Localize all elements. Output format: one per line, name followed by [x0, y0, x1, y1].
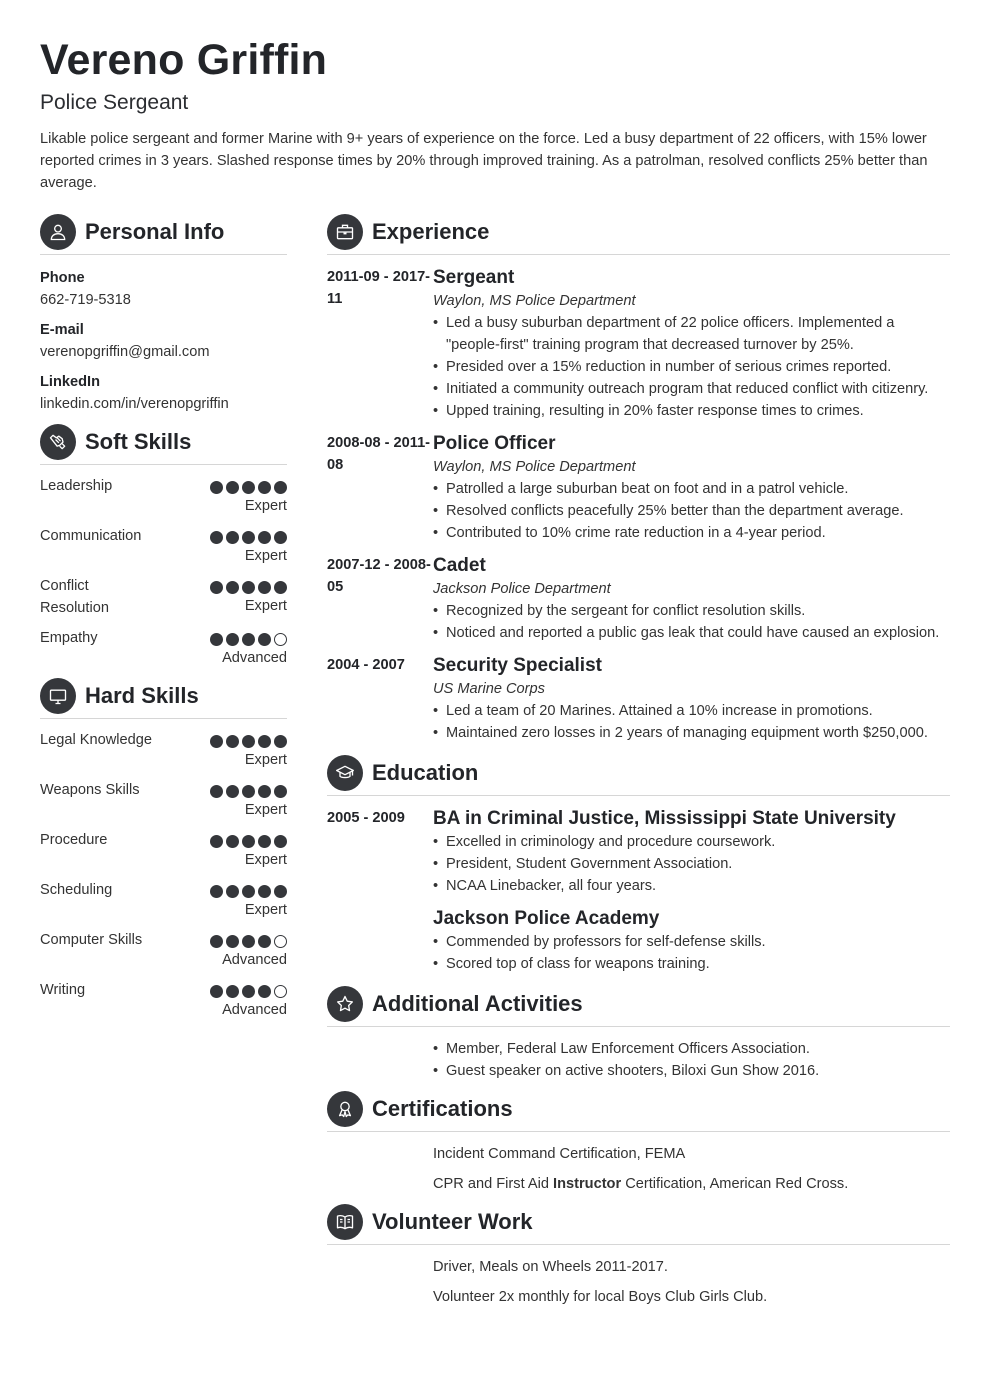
skill-rating: [210, 929, 287, 971]
skill-level: Expert: [244, 598, 287, 614]
skill-name: Weapons Skills: [40, 782, 140, 798]
book-icon: [327, 1204, 363, 1240]
rating-dot-filled: [226, 633, 239, 646]
skill-rating: [210, 525, 287, 567]
rating-dot-filled: [210, 633, 223, 646]
bullet-item: • Member, Federal Law Enforcement Officers Association.: [433, 1038, 950, 1060]
section-title: Volunteer Work: [372, 1208, 533, 1234]
skill-name: Computer Skills: [40, 932, 143, 948]
skill-name: Conflict Resolution: [40, 578, 109, 616]
skill-row: [40, 525, 287, 567]
academy-bullets: [433, 931, 950, 975]
skill-level: Expert: [244, 752, 287, 768]
rating-dot-filled: [274, 531, 287, 544]
personal-info-value: verenopgriffin@gmail.com: [40, 344, 210, 360]
employer: US Marine Corps: [433, 681, 545, 697]
skill-level: Advanced: [222, 1002, 287, 1018]
bullet-item: • Guest speaker on active shooters, Biloxi Gun Show 2016.: [433, 1060, 950, 1082]
rating-dot-filled: [274, 785, 287, 798]
experience-body: [433, 266, 950, 422]
rating-dots: [210, 885, 287, 898]
rating-dot-filled: [242, 835, 255, 848]
section-title: Experience: [372, 218, 490, 244]
left-column: [40, 213, 287, 1029]
experience-list: [327, 266, 950, 744]
degree-title: BA in Criminal Justice, Mississippi State University: [433, 808, 896, 829]
rating-dots: [210, 735, 287, 748]
activities-bullets: [433, 1038, 950, 1082]
rating-dots: [210, 785, 287, 798]
skill-rating: [210, 627, 287, 669]
job-title: Security Specialist: [433, 655, 602, 676]
hard-skills-section: [40, 677, 287, 1021]
skill-row: [40, 475, 287, 517]
candidate-title: Police Sergeant: [40, 91, 189, 114]
bullet-item: • Commended by professors for self-defense skills.: [433, 931, 950, 953]
experience-body: [433, 554, 950, 644]
academy-entry: [433, 907, 950, 975]
soft-skills-list: [40, 475, 287, 669]
rating-dot-filled: [274, 835, 287, 848]
bullet-item: • Noticed and reported a public gas leak that could have caused an explosion.: [433, 622, 950, 644]
skill-rating: [210, 879, 287, 921]
employer: Waylon, MS Police Department: [433, 459, 636, 475]
bullet-item: • Initiated a community outreach program that reduced conflict with citizenry.: [433, 378, 950, 400]
rating-dot-filled: [210, 885, 223, 898]
rating-dot-filled: [210, 835, 223, 848]
skill-rating: [210, 475, 287, 517]
star-icon: [327, 986, 363, 1022]
summary-text: Likable police sergeant and former Marine with 9+ years of experience on the force. Led a busy department of 22 officers, with 15% lower reported crimes in 3 years. Slashed response times by 20% through improved training. As a patrolman, resolved conflicts 25% better than average.: [40, 131, 928, 191]
rating-dot-filled: [226, 481, 239, 494]
rating-dot-filled: [242, 935, 255, 948]
job-bullets: [433, 600, 950, 644]
section-header: [327, 985, 950, 1027]
personal-info-item: [40, 267, 287, 311]
education-body: [433, 807, 950, 975]
education-section: [327, 754, 950, 975]
rating-dot-filled: [274, 481, 287, 494]
skill-rating: [210, 729, 287, 771]
rating-dot-filled: [258, 785, 271, 798]
rating-dot-filled: [226, 531, 239, 544]
volunteer-section: [327, 1203, 950, 1308]
experience-section: [327, 213, 950, 744]
graduation-cap-icon: [327, 755, 363, 791]
certification-emphasis: Instructor: [553, 1176, 622, 1192]
skill-level: Advanced: [222, 650, 287, 666]
experience-date: 2008-08 - 2011-08: [327, 435, 431, 473]
soft-skills-section: [40, 423, 287, 669]
bullet-item: • Upped training, resulting in 20% faster response times to crimes.: [433, 400, 950, 422]
hard-skills-list: [40, 729, 287, 1021]
certifications-section: [327, 1090, 950, 1195]
skill-name: Procedure: [40, 832, 108, 848]
section-header: [40, 213, 287, 255]
personal-info-item: [40, 319, 287, 363]
rating-dots: [210, 835, 287, 848]
rating-dot-filled: [226, 885, 239, 898]
rating-dot-filled: [258, 935, 271, 948]
activities-section: [327, 985, 950, 1082]
bullet-item: • Maintained zero losses in 2 years of managing equipment worth $250,000.: [433, 722, 950, 744]
bullet-item: • Patrolled a large suburban beat on foot and in a patrol vehicle.: [433, 478, 950, 500]
experience-date: 2007-12 - 2008-05: [327, 557, 431, 595]
rating-dot-filled: [242, 531, 255, 544]
education-list: [327, 807, 950, 975]
personal-info-section: [40, 213, 287, 415]
rating-dot-filled: [242, 885, 255, 898]
skill-row: [40, 979, 287, 1021]
bullet-item: • Presided over a 15% reduction in number of serious crimes reported.: [433, 356, 950, 378]
personal-info-value: 662-719-5318: [40, 292, 131, 308]
experience-entry: [327, 554, 950, 644]
skill-name: Communication: [40, 528, 142, 544]
rating-dot-filled: [258, 985, 271, 998]
resume-header: [40, 34, 950, 194]
job-title: Cadet: [433, 555, 486, 576]
experience-date: 2004 - 2007: [327, 657, 405, 673]
section-title: Hard Skills: [85, 682, 199, 708]
rating-dot-filled: [210, 935, 223, 948]
experience-body: [433, 654, 950, 744]
skill-name: Writing: [40, 982, 86, 998]
section-title: Personal Info: [85, 218, 225, 244]
rating-dot-filled: [242, 481, 255, 494]
academy-title: Jackson Police Academy: [433, 908, 660, 929]
certifications-body: [327, 1143, 950, 1195]
candidate-name: Vereno Griffin: [40, 36, 328, 84]
rating-dots: [210, 935, 287, 948]
bullet-item: • Scored top of class for weapons training.: [433, 953, 950, 975]
certification-text: Certification, American Red Cross.: [621, 1176, 849, 1192]
experience-date: 2011-09 - 2017-11: [327, 269, 431, 307]
section-header: [327, 1090, 950, 1132]
experience-entry: [327, 654, 950, 744]
rating-dot-filled: [226, 985, 239, 998]
section-title: Additional Activities: [372, 990, 583, 1016]
education-date: 2005 - 2009: [327, 810, 405, 826]
rating-dot-empty: [274, 985, 287, 998]
skill-level: Expert: [244, 852, 287, 868]
personal-info-label: Phone: [40, 270, 85, 286]
job-bullets: [433, 478, 950, 544]
rating-dot-empty: [274, 633, 287, 646]
skill-name: Scheduling: [40, 882, 113, 898]
experience-entry: [327, 266, 950, 422]
job-title: Police Officer: [433, 433, 556, 454]
skill-rating: [210, 979, 287, 1021]
award-ribbon-icon: [327, 1091, 363, 1127]
skill-name: Legal Knowledge: [40, 732, 152, 748]
bullet-item: • Excelled in criminology and procedure coursework.: [433, 831, 950, 853]
rating-dot-filled: [210, 531, 223, 544]
personal-info-item: [40, 371, 287, 415]
skill-rating: [210, 779, 287, 821]
skill-level: Expert: [244, 902, 287, 918]
rating-dot-filled: [258, 581, 271, 594]
certification-text: CPR and First Aid: [433, 1176, 554, 1192]
skill-level: Expert: [244, 548, 287, 564]
rating-dot-filled: [274, 735, 287, 748]
rating-dot-filled: [210, 985, 223, 998]
section-header: [40, 423, 287, 465]
education-entry: [327, 807, 950, 975]
rating-dot-filled: [210, 785, 223, 798]
experience-entry: [327, 432, 950, 544]
skill-row: [40, 929, 287, 971]
skill-name: Leadership: [40, 478, 113, 494]
rating-dot-filled: [258, 633, 271, 646]
section-header: [327, 1203, 950, 1245]
bullet-item: • Led a team of 20 Marines. Attained a 10% increase in promotions.: [433, 700, 950, 722]
section-title: Soft Skills: [85, 428, 192, 454]
rating-dot-filled: [258, 735, 271, 748]
rating-dot-filled: [226, 581, 239, 594]
section-header: [40, 677, 287, 719]
briefcase-icon: [327, 214, 363, 250]
skill-rating: [210, 575, 287, 619]
rating-dot-filled: [258, 481, 271, 494]
personal-info-value: linkedin.com/in/verenopgriffin: [40, 396, 229, 412]
volunteer-body: [327, 1256, 950, 1308]
section-title: Certifications: [372, 1095, 513, 1121]
volunteer-item: Driver, Meals on Wheels 2011-2017.: [433, 1259, 668, 1275]
bullet-item: • NCAA Linebacker, all four years.: [433, 875, 950, 897]
certification-item: [433, 1173, 950, 1195]
rating-dot-filled: [226, 835, 239, 848]
certification-item: Incident Command Certification, FEMA: [433, 1146, 686, 1162]
skill-row: [40, 627, 287, 669]
activities-body: [327, 1038, 950, 1082]
bullet-item: • Contributed to 10% crime rate reduction in a 4-year period.: [433, 522, 950, 544]
skill-level: Expert: [244, 498, 287, 514]
experience-body: [433, 432, 950, 544]
rating-dot-filled: [226, 785, 239, 798]
employer: Jackson Police Department: [433, 581, 611, 597]
skill-level: Expert: [244, 802, 287, 818]
handshake-icon: [40, 424, 76, 460]
section-header: [327, 754, 950, 796]
job-bullets: [433, 312, 950, 422]
rating-dot-filled: [226, 935, 239, 948]
skill-row: [40, 729, 287, 771]
job-bullets: [433, 700, 950, 744]
bullet-item: • Led a busy suburban department of 22 police officers. Implemented a "people-first" training program that decreased turnover by 25%.: [433, 312, 950, 356]
user-icon: [40, 214, 76, 250]
rating-dot-filled: [210, 481, 223, 494]
skill-row: [40, 575, 287, 619]
personal-info-label: E-mail: [40, 322, 84, 338]
rating-dot-filled: [258, 885, 271, 898]
rating-dots: [210, 531, 287, 544]
volunteer-item: Volunteer 2x monthly for local Boys Club Girls Club.: [433, 1289, 768, 1305]
rating-dots: [210, 633, 287, 646]
personal-info-list: [40, 267, 287, 415]
employer: Waylon, MS Police Department: [433, 293, 636, 309]
rating-dot-filled: [210, 581, 223, 594]
rating-dot-filled: [242, 581, 255, 594]
rating-dot-filled: [242, 785, 255, 798]
rating-dot-filled: [258, 835, 271, 848]
rating-dot-filled: [242, 633, 255, 646]
rating-dots: [210, 985, 287, 998]
rating-dot-empty: [274, 935, 287, 948]
skill-row: [40, 829, 287, 871]
skill-rating: [210, 829, 287, 871]
bullet-item: • Resolved conflicts peacefully 25% better than the department average.: [433, 500, 950, 522]
rating-dots: [210, 481, 287, 494]
skill-level: Advanced: [222, 952, 287, 968]
skill-row: [40, 879, 287, 921]
right-column: [327, 213, 950, 1316]
personal-info-label: LinkedIn: [40, 374, 100, 390]
skill-name: Empathy: [40, 630, 98, 646]
rating-dot-filled: [274, 581, 287, 594]
monitor-icon: [40, 678, 76, 714]
skill-row: [40, 779, 287, 821]
degree-bullets: [433, 831, 950, 897]
rating-dot-filled: [210, 735, 223, 748]
job-title: Sergeant: [433, 267, 515, 288]
bullet-item: • Recognized by the sergeant for conflict resolution skills.: [433, 600, 950, 622]
section-title: Education: [372, 759, 479, 785]
section-header: [327, 213, 950, 255]
bullet-item: • President, Student Government Association.: [433, 853, 950, 875]
rating-dot-filled: [258, 531, 271, 544]
rating-dots: [210, 581, 287, 594]
rating-dot-filled: [274, 885, 287, 898]
rating-dot-filled: [242, 985, 255, 998]
rating-dot-filled: [242, 735, 255, 748]
rating-dot-filled: [226, 735, 239, 748]
